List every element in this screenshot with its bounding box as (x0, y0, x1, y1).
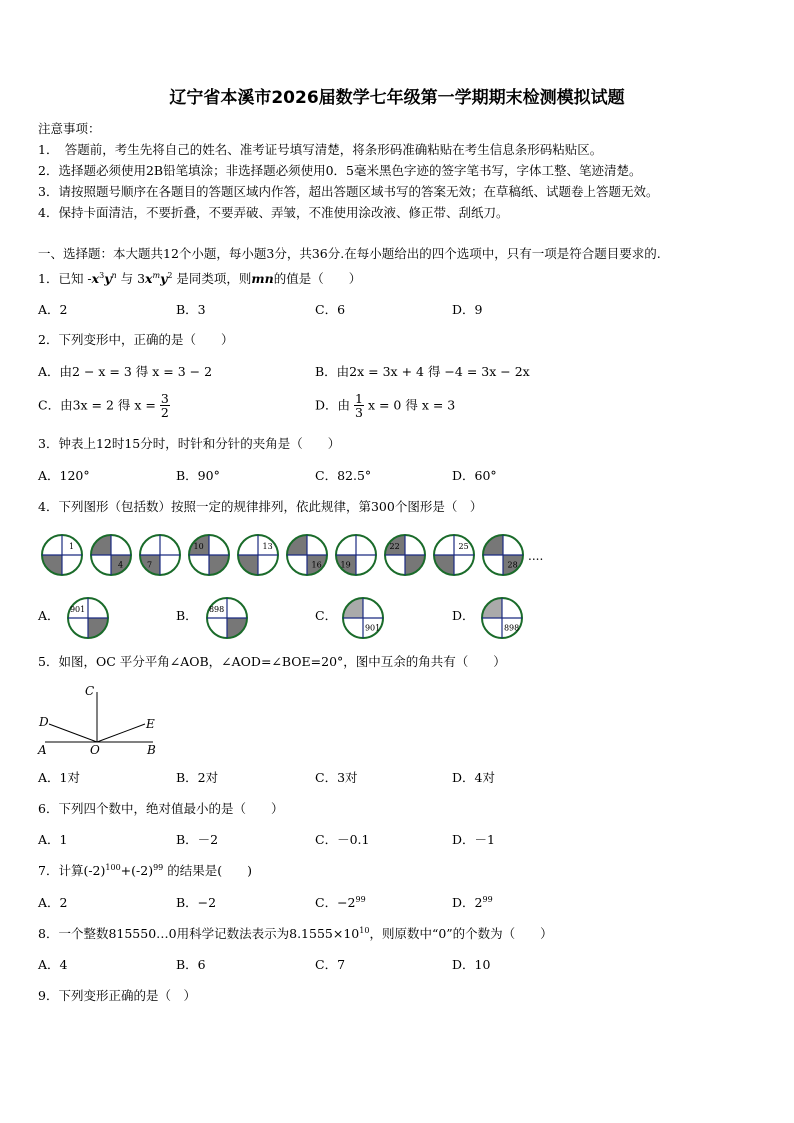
label-d: D (39, 715, 49, 729)
q4-option-b-figure (204, 595, 250, 641)
q4-option-c-label: C． (315, 608, 338, 623)
q7-option-d: D．$2^{99}$ (452, 894, 493, 910)
figure-number: 28 (507, 560, 518, 570)
quartered-circle-figure (91, 535, 131, 575)
q3-option-a: A．120° (38, 468, 90, 483)
q8-option-c: C．7 (315, 957, 346, 972)
figure-number: 901 (364, 623, 381, 633)
q5-option-a: A．1对 (38, 770, 80, 785)
q2-option-c: C．由3x = 2 得 x = $\frac{3}{2}$ (38, 391, 169, 421)
figure-number: 10 (193, 542, 204, 551)
q8-option-b: B．6 (176, 957, 206, 972)
q6-option-c: C．－0.1 (315, 832, 370, 847)
q5-option-b: B．2对 (176, 770, 219, 785)
q4-option-a-figure (65, 595, 111, 641)
question-2-stem: 2．下列变形中，正确的是（ ） (38, 332, 234, 347)
q3-option-c: C．82.5° (315, 468, 372, 483)
q6-option-d: D．－1 (452, 832, 495, 847)
quartered-circle-figure (189, 535, 229, 575)
q2-option-a: A．由2 − x = 3 得 x = 3 − 2 (38, 364, 213, 379)
figure-number: 13 (262, 542, 273, 551)
label-e: E (146, 717, 155, 731)
q8-option-d: D．10 (452, 957, 491, 972)
q1-option-b: B．3 (176, 302, 206, 317)
quartered-circle-figure (238, 535, 278, 575)
quartered-circle-figure (343, 598, 383, 638)
label-b: B (147, 743, 156, 757)
quartered-circle-figure (42, 535, 82, 575)
quartered-circle-figure (385, 535, 425, 575)
quartered-circle-figure (68, 598, 108, 638)
figure-number: 898 (208, 605, 225, 614)
quartered-circle-figure (287, 535, 327, 575)
q3-option-d: D．60° (452, 468, 497, 483)
q4-option-d-label: D． (452, 608, 475, 623)
q2-option-b: B．由2x = 3x + 4 得 −4 = 3x − 2x (315, 364, 530, 379)
page-title: 辽宁省本溪市2026届数学七年级第一学期期末检测模拟试题 (169, 88, 625, 108)
q4-pattern-sequence (38, 530, 548, 580)
q6-option-b: B．－2 (176, 832, 219, 847)
figure-number: 1 (69, 542, 75, 551)
quartered-circle-figure (207, 598, 247, 638)
figure-number: 7 (147, 560, 153, 570)
quartered-circle-figure (336, 535, 376, 575)
question-1-stem: 1．已知 $-x^3y^n$ 与 $3x^my^2$ 是同类项，则mn的值是（ ） (38, 270, 362, 286)
notice-item-2: 2．选择题必须使用2B铅笔填涂；非选择题必须使用0．5毫米黑色字迹的签字笔书写，字体工整、笔迹清楚。 (38, 163, 642, 178)
section-heading: 一、选择题：本大题共12个小题，每小题3分，共36分.在每小题给出的四个选项中，只有一项是符合题目要求的. (38, 246, 661, 261)
q4-option-a-label: A． (38, 608, 60, 623)
figure-number: 22 (389, 542, 400, 551)
q7-option-a: A．2 (38, 895, 68, 910)
ray-od (49, 724, 97, 742)
question-6-stem: 6．下列四个数中，绝对值最小的是（ ） (38, 801, 284, 816)
label-a: A (38, 743, 47, 757)
figure-number: 16 (311, 560, 322, 570)
q3-option-b: B．90° (176, 468, 220, 483)
notice-item-4: 4．保持卡面清洁，不要折叠，不要弄破、弄皱，不准使用涂改液、修正带、刮纸刀。 (38, 205, 509, 220)
figure-number: 898 (503, 623, 520, 633)
notice-item-1: 1． 答题前，考生先将自己的姓名、准考证号填写清楚，将条形码准确粘贴在考生信息条形码粘贴区。 (38, 142, 603, 157)
q4-option-b-label: B． (176, 608, 198, 623)
question-3-stem: 3．钟表上12时15分时，时针和分针的夹角是（ ） (38, 436, 341, 451)
q2-option-d: D．由 $\frac{1}{3}$ x = 0 得 x = 3 (315, 391, 456, 421)
sequence-ellipsis: .... (528, 549, 544, 563)
q5-angle-figure (35, 680, 165, 760)
question-5-stem: 5．如图，OC 平分平角∠AOB，∠AOD=∠BOE=20°，图中互余的角共有（ ） (38, 654, 506, 669)
q4-option-d-figure (479, 595, 525, 641)
q6-option-a: A．1 (38, 832, 68, 847)
figure-number: 25 (458, 542, 469, 551)
question-8-stem: 8．一个整数815550…0用科学记数法表示为$8.1555\times 10^{10}$，则原数中“0”的个数为（ ） (38, 925, 553, 941)
label-c: C (85, 684, 95, 698)
q7-option-b: B．−2 (176, 895, 217, 910)
notice-item-3: 3．请按照题号顺序在各题目的答题区域内作答，超出答题区域书写的答案无效；在草稿纸、试题卷上答题无效。 (38, 184, 659, 199)
q7-option-c: C．$-2^{99}$ (315, 894, 366, 910)
figure-number: 901 (69, 605, 86, 614)
q8-option-a: A．4 (38, 957, 68, 972)
q1-option-c: C．6 (315, 302, 346, 317)
figure-number: 19 (340, 560, 351, 570)
fraction-1-3: $\frac{1}{3}$ (355, 391, 363, 421)
ray-oe (97, 724, 145, 742)
label-o: O (90, 743, 100, 757)
q1-option-d: D．9 (452, 302, 483, 317)
notice-heading: 注意事项： (38, 121, 101, 136)
q1-option-a: A．2 (38, 302, 68, 317)
q5-option-d: D．4对 (452, 770, 495, 785)
q5-option-c: C．3对 (315, 770, 358, 785)
q4-option-c-figure (340, 595, 386, 641)
question-4-stem: 4．下列图形（包括数）按照一定的规律排列，依此规律，第300个图形是（ ） (38, 499, 483, 514)
fraction-3-2: $\frac{3}{2}$ (160, 391, 169, 421)
quartered-circle-figure (434, 535, 474, 575)
quartered-circle-figure (483, 535, 523, 575)
question-7-stem: 7．计算$(-2)^{100}+(-2)^{99}$ 的结果是( ) (38, 862, 252, 878)
quartered-circle-figure (482, 598, 522, 638)
figure-number: 4 (118, 560, 124, 570)
quartered-circle-figure (140, 535, 180, 575)
question-9-stem: 9．下列变形正确的是（ ） (38, 988, 196, 1003)
